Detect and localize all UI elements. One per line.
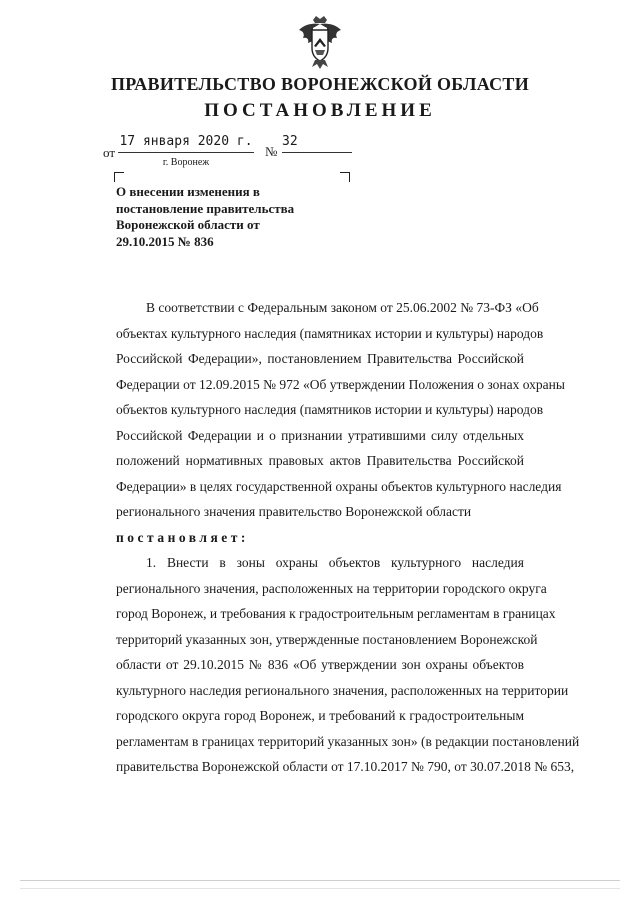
resolves-keyword: постановляет: <box>116 529 249 545</box>
body-line: регионального значения правительство Воронежской области <box>116 504 472 519</box>
body-line: Российской Федерации и о признании утратившими силу отдельных <box>116 427 524 443</box>
body-line: регионального значения, расположенных на территории городского округа <box>116 580 547 596</box>
body-line: В соответствии с Федеральным законом от 25.06.2002 № 73-ФЗ «Об <box>146 300 539 315</box>
date-underline <box>118 152 254 153</box>
body-line: Российской Федерации», постановлением Правительства Российской <box>116 351 524 366</box>
subject-line: 29.10.2015 № 836 <box>116 233 214 249</box>
body-line: город Воронеж, и требования к градостроительным регламентам в границах <box>116 606 556 621</box>
number-sign: № <box>265 144 278 159</box>
body-line: 1. Внести в зоны охраны объектов культурного наследия <box>146 555 524 570</box>
city: г. Воронеж <box>162 157 210 168</box>
subject-bracket-right <box>340 172 350 182</box>
body-line: Федерации от 12.09.2015 № 972 «Об утверждении Положения о зонах охраны <box>116 376 565 392</box>
number-underline <box>282 152 352 153</box>
subject-bracket-left <box>114 172 124 182</box>
body-line: положений нормативных правовых актов Правительства Российской <box>116 453 524 468</box>
subject-line: Воронежской области от <box>116 217 260 232</box>
subject-line: О внесении изменения в <box>116 184 260 199</box>
body-line: Федерации» в целях государственной охраны объектов культурного наследия <box>116 478 562 494</box>
document-type: ПОСТАНОВЛЕНИЕ <box>204 100 436 121</box>
scan-edge-line <box>20 880 620 881</box>
body-line: области от 29.10.2015 № 836 «Об утверждении зон охраны объектов <box>116 657 524 672</box>
body-line: территорий указанных зон, утвержденные постановлением Воронежской <box>116 631 538 647</box>
body-line: регламентам в границах территорий указанных зон» (в редакции постановлений <box>116 733 580 749</box>
body-line: объектах культурного наследия (памятниках истории и культуры) народов <box>116 325 544 341</box>
from-word: от <box>103 145 116 160</box>
subject-line: постановление правительства <box>116 200 295 216</box>
body-line: объектов культурного наследия (памятников истории и культуры) народов <box>116 402 544 417</box>
scan-edge-line <box>20 888 620 889</box>
body-line: культурного наследия регионального значения, расположенных на территории <box>116 682 569 698</box>
document-date: 17 января 2020 г. <box>119 134 253 149</box>
document-body <box>116 295 580 780</box>
document-number: 32 <box>282 134 298 149</box>
document-subject <box>116 184 346 250</box>
organization-title: ПРАВИТЕЛЬСТВО ВОРОНЕЖСКОЙ ОБЛАСТИ <box>110 74 530 94</box>
coat-of-arms-icon <box>295 14 345 72</box>
body-line: городского округа город Воронеж, и требований к градостроительным <box>116 708 524 723</box>
body-line: правительства Воронежской области от 17.10.2017 № 790, от 30.07.2018 № 653, <box>116 759 575 774</box>
